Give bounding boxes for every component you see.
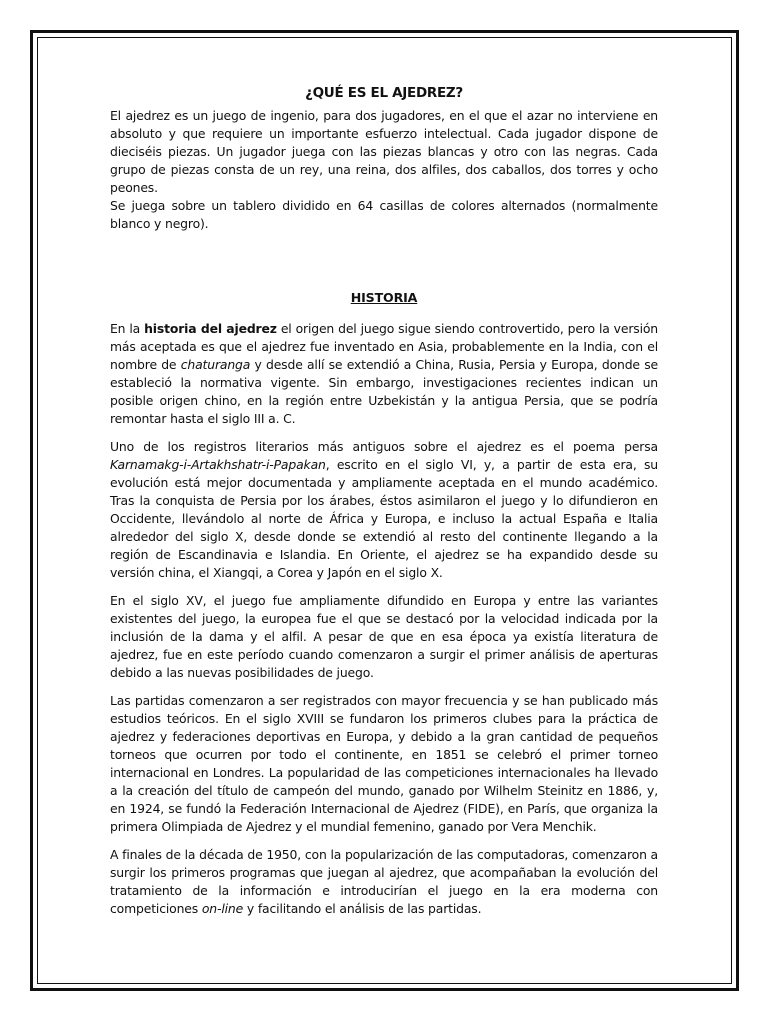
- italic-term: on-line: [201, 901, 244, 916]
- italic-term: chaturanga: [180, 357, 251, 372]
- text-run: A finales de la década de 1950, con la popularización de las computadoras, comenzaron a surgir los primeros programas que juegan al ajedrez, que acompañaban la evolución del tratamiento de la información e introducirían el juego en la era moderna con competiciones: [110, 847, 659, 916]
- historia-paragraph-4: Las partidas comenzaron a ser registrados con mayor frecuencia y se han publicado más estudios teóricos. En el siglo XVIII se fundaron los primeros clubes para la práctica de ajedrez y federaciones deportivas en Europa, y debido a la gran cantidad de pequeños torneos que ocurren por todo el continente, en 1851 se celebró el primer torneo internacional en Londres. La popularidad de las competiciones internacionales ha llevado a la creación del título de campeón del mundo, ganado por Wilhelm Steinitz en 1886, y, en 1924, se fundó la Federación Internacional de Ajedrez (FIDE), en París, que organiza la primera Olimpiada de Ajedrez y el mundial femenino, ganado por Vera Menchik.: [110, 693, 658, 834]
- intro-paragraph-2: Se juega sobre un tablero dividido en 64 casillas de colores alternados (normalmente blanco y negro).: [110, 198, 658, 231]
- historia-paragraph-2: [110, 438, 658, 582]
- text-run: el origen del juego sigue siendo controvertido, pero la versión más aceptada es que el ajedrez fue inventado en Asia, probablemente en la India, con el nombre de: [110, 321, 659, 372]
- text-run: En la: [110, 321, 145, 336]
- historia-paragraph-5: [110, 846, 658, 918]
- text-run: y desde allí se extendió a China, Rusia, Persia y Europa, donde se estableció la normativa vigente. Sin embargo, investigaciones recientes indican un posible origen chino, en la región entre Uzbekistán y la antigua Persia, que se podría remontar hasta el siglo III a. C.: [110, 357, 658, 426]
- text-run: y facilitando el análisis de las partidas.: [243, 901, 482, 916]
- document-body: [110, 84, 658, 928]
- intro-paragraph-1: El ajedrez es un juego de ingenio, para dos jugadores, en el que el azar no interviene en absoluto y que requiere un importante esfuerzo intelectual. Cada jugador dispone de dieciséis piezas. Un jugador juega con las piezas blancas y otro con las negras. Cada grupo de piezas consta de un rey, una reina, dos alfiles, dos caballos, dos torres y ocho peones.: [110, 108, 658, 195]
- historia-paragraph-1: [110, 320, 658, 428]
- section-heading-historia: HISTORIA: [350, 290, 418, 305]
- section-spacer: [110, 233, 658, 289]
- text-run: , escrito en el siglo VI, y, a partir de esta era, su evolución está mejor documentada y ampliamente aceptada en el mundo académico. Tras la conquista de Persia por los árabes, éstos asimilaron el juego y lo difundieron en Occidente, llevándolo al norte de África y Europa, e incluso la actual España e Italia alrededor del siglo X, desde donde se extendió al resto del continente llegando a la región de Escandinavia e Islandia. En Oriente, el ajedrez se ha expandido desde su versión china, el Xiangqi, a Corea y Japón en el siglo X.: [110, 457, 658, 580]
- text-run: Uno de los registros literarios más antiguos sobre el ajedrez es el poema persa: [110, 439, 658, 454]
- historia-paragraph-3: En el siglo XV, el juego fue ampliamente difundido en Europa y entre las variantes existentes del juego, la europea fue el que se destacó por la velocidad indicada por la inclusión de la dama y el alfil. A pesar de que en esa época ya existía literatura de ajedrez, fue en este período cuando comenzaron a surgir el primer análisis de aperturas debido a las nuevas posibilidades de juego.: [110, 593, 658, 680]
- bold-term: historia del ajedrez: [144, 321, 277, 336]
- italic-term: Karnamakg-i-Artakhshatr-i-Papakan: [110, 457, 326, 472]
- document-title: ¿QUÉ ES EL AJEDREZ?: [305, 85, 463, 101]
